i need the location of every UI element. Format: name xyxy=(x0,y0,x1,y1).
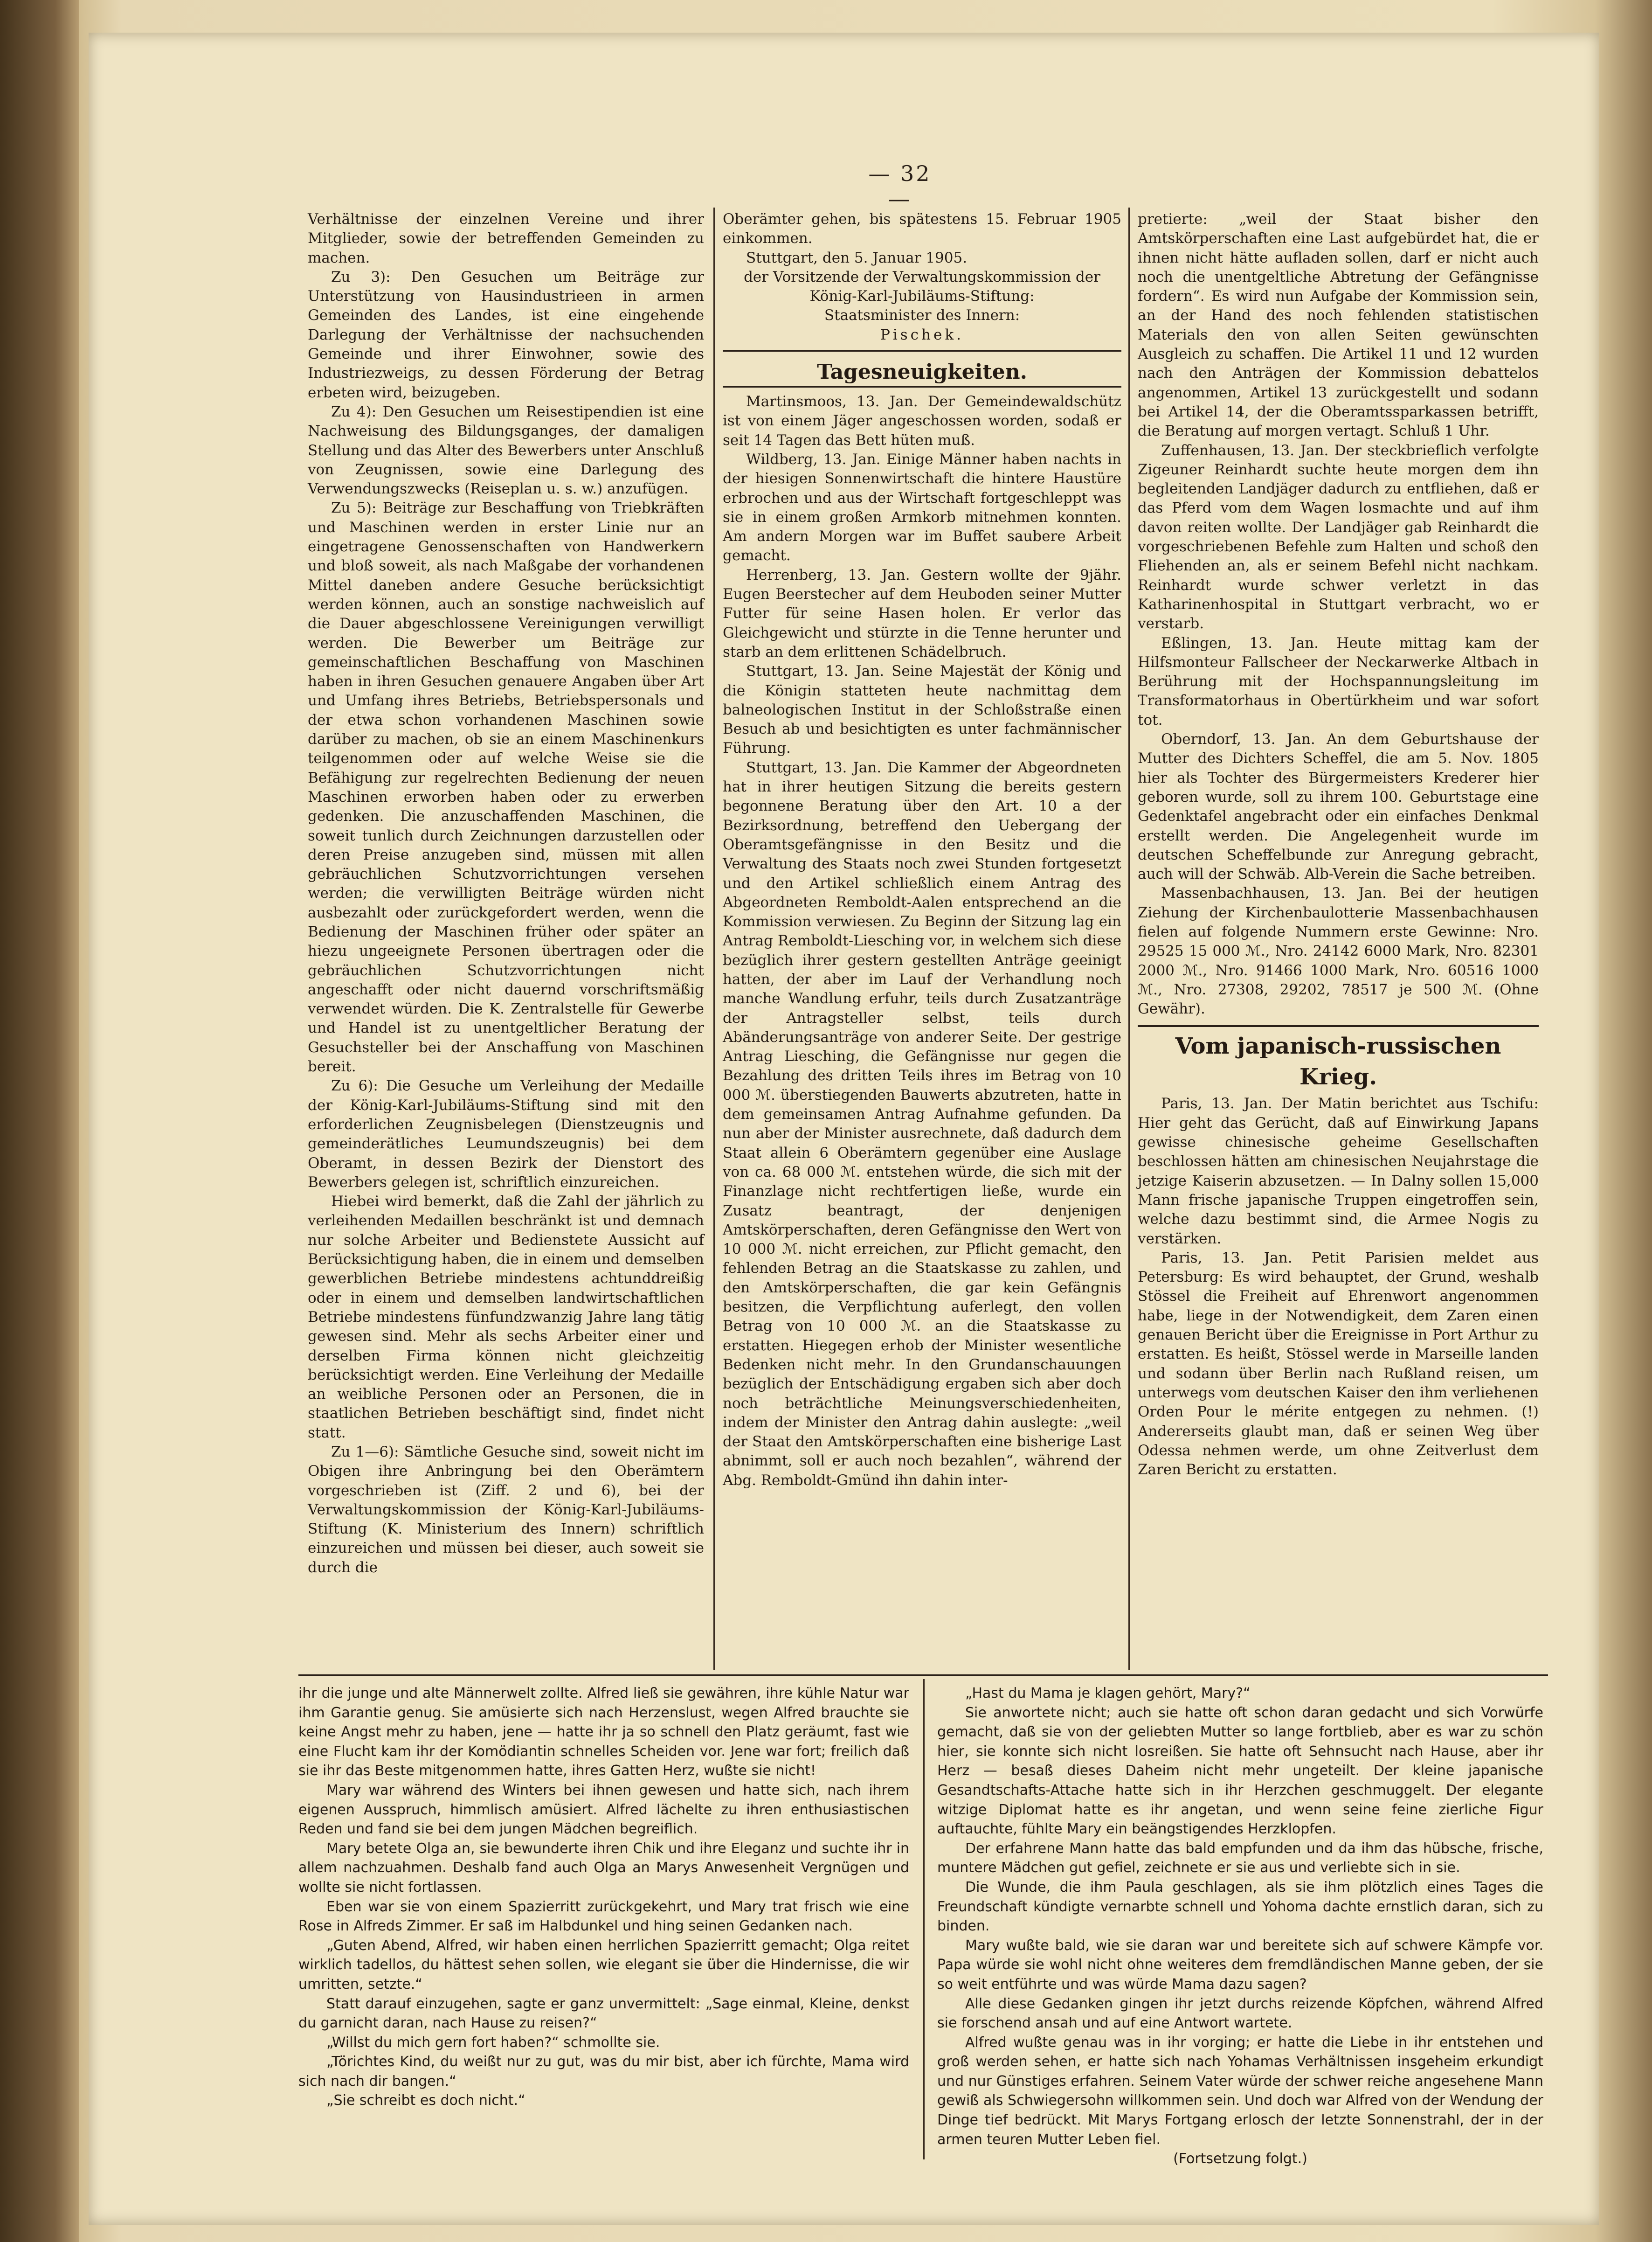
serial-paragraph: Sie anwortete nicht; auch sie hatte oft schon daran gedacht und sich Vorwürfe gemacht, daß sie von der geliebten Mutter so lange fortblieb, aber es war zu schön hier, sie konnte sich nicht losreißen. Sie hatte oft Sehnsucht nach Hause, aber ihr Herz — besaß dieses Daheim nicht mehr ungeteilt. Der kleine japanische Gesandtschafts-Attache hatte sich in ihr Herzchen geschmuggelt. Der elegante witzige Diplomat hatte es ihr angetan, und wenn seine feine zierliche Figur auftauchte, fühlte Mary ein beängstigendes Herzklopfen. xyxy=(937,1704,1543,1838)
section-heading-news: Tagesneuigkeiten. xyxy=(723,358,1121,388)
serial-paragraph: Alfred wußte genau was in ihr vorging; er hatte die Liebe in ihr entstehen und groß werden sehen, er hatte sich nach Yohamas Verhältnissen insgeheim erkundigt und nur Günstiges erfahren. Seinem Vater würde der schwer reiche angesehene Mann gewiß als Schwiegersohn willkommen sein. Und doch war Alfred von der Wendung der Dinge tief bedrückt. Mit Marys Fortgang erlosch der letzte Sonnenstrahl, der in der armen teuren Mutter Leben fiel. xyxy=(937,2034,1543,2148)
column-rule xyxy=(1128,208,1130,1670)
signature-line: Staatsminister des Innern: xyxy=(824,307,1020,324)
serial-paragraph: „Törichtes Kind, du weißt nur zu gut, was du mir bist, aber ich fürchte, Mama wird sich nach dir bangen.“ xyxy=(298,2054,909,2089)
serial-paragraph: Mary wußte bald, wie sie daran war und bereitete sich auf schwere Kämpfe vor. Papa würde sie wohl nicht ohne weiteres dem fremdländischen Manne geben, der sie so weit entführte und was würde Mama dazu sagen? xyxy=(937,1937,1543,1992)
news-item: Paris, 13. Jan. Petit Parisien meldet aus Petersburg: Es wird behauptet, der Grund, weshalb Stössel die Freiheit auf Ehrenwort angenommen habe, liege in der Notwendigkeit, dem Zaren einen genauen Bericht über die Ereignisse in Port Arthur zu erstatten. Es heißt, Stössel werde in Marseille landen und sodann über Berlin nach Rußland reisen, um unterwegs vom deutschen Kaiser den ihm verliehenen Orden Pour le mérite entgegen zu nehmen. (!) Andererseits glaubt man, daß er seinen Weg über Odessa nehmen werde, um ohne Zeitverlust dem Zaren Bericht zu erstatten. xyxy=(1138,1249,1539,1478)
serial-paragraph: „Guten Abend, Alfred, wir haben einen herrlichen Spazierritt gemacht; Olga reitet wirklich tadellos, du hättest sehen sollen, wie elegant sie über die Hindernisse, die wir umritten, setzte.“ xyxy=(298,1937,909,1992)
serial-paragraph: Die Wunde, die ihm Paula geschlagen, als sie ihm plötzlich eines Tages die Freundschaft kündigte vernarbte schnell und Yohoma dachte ernstlich daran, sich zu binden. xyxy=(937,1879,1543,1935)
dateline: Stuttgart, den 5. Januar 1905. xyxy=(746,249,968,266)
paragraph: Zu 1—6): Sämtliche Gesuche sind, soweit nicht im Obigen ihre Anbringung bei den Oberämtern vorgeschrieben ist (Ziff. 2 und 6), bei der Verwaltungskommission der König-Karl-Jubiläums-Stiftung (K. Ministerium des Innern) schriftlich einzureichen und müssen bei dieser, auch soweit sie durch die xyxy=(308,1444,704,1576)
news-item: Eßlingen, 13. Jan. Heute mittag kam der Hilfsmonteur Fallscheer der Neckarwerke Altbach in Berührung mit der Hochspannungsleitung im Transformatorhaus in Obertürkheim und war sofort tot. xyxy=(1138,634,1539,729)
serial-paragraph: Mary betete Olga an, sie bewunderte ihren Chik und ihre Eleganz und suchte ihr in allem nachzuahmen. Deshalb fand auch Olga an Marys Anwesenheit Vergnügen und wollte sie nicht fortlassen. xyxy=(298,1840,909,1895)
paragraph: Zu 4): Den Gesuchen um Reisestipendien ist eine Nachweisung des Bildungsganges, der damaligen Stellung und das Alter des Bewerbers unter Anschluß von Zeugnissen, sowie eine Darlegung des Verwendungszwecks (Reiseplan u. s. w.) anzufügen. xyxy=(308,403,704,498)
feuilleton-rule xyxy=(298,1674,1548,1676)
serial-paragraph: Der erfahrene Mann hatte das bald empfunden und da ihm das hübsche, frische, muntere Mädchen gut gefiel, zeichnete er sie aus und verliebte sich in sie. xyxy=(937,1840,1543,1876)
serial-paragraph: ihr die junge und alte Männerwelt zollte. Alfred ließ sie gewähren, ihre kühle Natur war ihm Garantie genug. Sie amüsierte sich nach Herzenslust, wegen Alfred brauchte sie keine Angst mehr zu haben, jene — hatte ihr ja so schnell den Platz geräumt, fast wie eine Flucht kam ihr der Komödiantin schnelles Scheiden vor. Jene war fort; freilich daß sie ihr das Beste mitgenommen hatte, ihres Gatten Herz, wußte sie nicht! xyxy=(298,1685,909,1779)
news-item: Oberndorf, 13. Jan. An dem Geburtshause der Mutter des Dichters Scheffel, die am 5. Nov. 1805 hier als Tochter des Bürgermeisters Krederer hier geboren wurde, soll zu ihrem 100. Geburtstage eine Gedenktafel angebracht oder ein einfaches Denkmal erstellt werden. Die Angelegenheit wurde im deutschen Scheffelbunde zur Anregung gebracht, auch will der Schwäb. Alb-Verein die Sache betreiben. xyxy=(1138,731,1539,883)
paragraph: Verhältnisse der einzelnen Vereine und ihrer Mitglieder, sowie der betreffenden Gemeinden zu machen. xyxy=(308,211,704,266)
serial-story-left xyxy=(298,1684,909,2155)
column-3 xyxy=(1138,210,1539,1665)
news-item: Stuttgart, 13. Jan. Seine Majestät der König und die Königin statteten heute nachmittag dem balneologischen Institut in der Schloßstraße einen Besuch ab und besichtigten es unter fachmännischer Führung. xyxy=(723,663,1121,757)
news-item: Herrenberg, 13. Jan. Gestern wollte der 9jähr. Eugen Beerstecher auf dem Heuboden seiner Mutter Futter für seine Hasen holen. Er verlor das Gleichgewicht und stürzte in die Tenne herunter und starb an dem erlittenen Schädelbruch. xyxy=(723,566,1121,660)
serial-paragraph: „Sie schreibt es doch nicht.“ xyxy=(326,2092,525,2109)
paragraph: Zu 3): Den Gesuchen um Beiträge zur Unterstützung von Hausindustrieen in armen Gemeinden des Landes, ist eine eingehende Darlegung der Verhältnisse der nachsuchenden Gemeinde und ihrer Einwohner, sowie des Industriezweigs, zu dessen Förderung der Betrag erbeten wird, beizugeben. xyxy=(308,268,704,401)
book-spine xyxy=(0,0,79,2242)
serial-paragraph: Alle diese Gedanken gingen ihr jetzt durchs reizende Köpfchen, während Alfred sie forschend ansah und auf eine Antwort wartete. xyxy=(937,1995,1543,2032)
page-number: — 32 — xyxy=(868,161,932,211)
column-rule xyxy=(713,208,715,1670)
serial-paragraph: Eben war sie von einem Spazierritt zurückgekehrt, und Mary trat frisch wie eine Rose in Alfreds Zimmer. Er saß im Halbdunkel und hing seinen Gedanken nach. xyxy=(298,1898,909,1935)
paragraph: Zu 6): Die Gesuche um Verleihung der Medaille der König-Karl-Jubiläums-Stiftung sind mit den erforderlichen Zeugnisbelegen (Dienstzeugnis und gemeinderätliches Leumundszeugnis) bei dem Oberamt, in dessen Bezirk der Dienstort des Bewerbers gelegen ist, schriftlich einzureichen. xyxy=(308,1077,704,1191)
feuilleton-column-rule xyxy=(923,1679,925,2159)
news-item: Martinsmoos, 13. Jan. Der Gemeindewaldschütz ist von einem Jäger angeschossen worden, sodaß er seit 14 Tagen das Bett hüten muß. xyxy=(723,393,1121,449)
news-item: Paris, 13. Jan. Der Matin berichtet aus Tschifu: Hier geht das Gerücht, daß auf Einwirkung Japans gewisse chinesische geheime Gesellschaften beschlossen hätten am chinesischen Neujahrstage die jetzige Kaiserin abzusetzen. — In Dalny sollen 15,000 Mann frische japanische Truppen eingetroffen sein, welche dazu bestimmt sind, die Armee Nogis zu verstärken. xyxy=(1138,1095,1539,1247)
serial-story-right xyxy=(937,1684,1543,2167)
paragraph: pretierte: „weil der Staat bisher den Amtskörperschaften eine Last aufgebürdet hat, die er ihnen nicht hätte aufladen sollen, darf er nicht auch noch die unentgeltliche Abtretung der Gefängnisse fordern“. Es wird nun Aufgabe der Kommission sein, an der Hand des noch fehlenden statistischen Materials den von allen Seiten gewünschten Ausgleich zu schaffen. Die Artikel 11 und 12 wurden nach den Anträgen der Kommission debattelos angenommen, Artikel 13 zurückgestellt und sodann bei Artikel 14, der die Oberamtssparkassen betrifft, die Beratung auf morgen vertagt. Schluß 1 Uhr. xyxy=(1138,211,1539,440)
news-item: Massenbachhausen, 13. Jan. Bei der heutigen Ziehung der Kirchenbaulotterie Massenbachhausen fielen auf folgende Nummern erste Gewinne: Nro. 29525 15 000 ℳ., Nro. 24142 6000 Mark, Nro. 82301 2000 ℳ., Nro. 91466 1000 Mark, Nro. 60516 1000 ℳ., Nro. 27308, 29202, 78517 je 500 ℳ. (Ohne Gewähr). xyxy=(1138,885,1539,1018)
continued-note: (Fortsetzung folgt.) xyxy=(1173,2151,1307,2167)
section-heading-war: Vom japanisch-russischen Krieg. xyxy=(1175,1033,1501,1090)
serial-paragraph: „Hast du Mama je klagen gehört, Mary?“ xyxy=(965,1685,1251,1701)
serial-paragraph: „Willst du mich gern fort haben?“ schmollte sie. xyxy=(326,2034,660,2051)
section-rule xyxy=(723,345,1121,352)
column-1 xyxy=(308,210,704,1665)
signature-line: der Vorsitzende der Verwaltungskommission der König-Karl-Jubiläums-Stiftung: xyxy=(744,268,1100,305)
news-item: Wildberg, 13. Jan. Einige Männer haben nachts in der hiesigen Sonnenwirtschaft die hintere Haustüre erbrochen und aus der Wirtschaft fortgeschleppt was sie in einem großen Armkorb mitnehmen konnten. Am andern Morgen war im Buffet saubere Arbeit gemacht. xyxy=(723,451,1121,564)
serial-paragraph: Statt darauf einzugehen, sagte er ganz unvermittelt: „Sage einmal, Kleine, denkst du garnicht daran, nach Hause zu reisen?“ xyxy=(298,1995,909,2032)
paragraph: Oberämter gehen, bis spätestens 15. Februar 1905 einkommen. xyxy=(723,211,1121,247)
paragraph: Hiebei wird bemerkt, daß die Zahl der jährlich zu verleihenden Medaillen beschränkt ist und demnach nur solche Arbeiter und Bedienstete Aussicht auf Berücksichtigung haben, die in einem und demselben gewerblichen Betriebe mindestens achtunddreißig oder in einem und demselben landwirtschaftlichen Betriebe mindestens fünfundzwanzig Jahre lang tätig gewesen sind. Mehr als sechs Arbeiter einer und derselben Firma können nicht gleichzeitig berücksichtigt werden. Eine Verleihung der Medaille an weibliche Personen oder an Personen, die in staatlichen Betrieben beschäftigt sind, findet nicht statt. xyxy=(308,1193,704,1441)
signature-name: Pischek. xyxy=(880,326,964,343)
column-2 xyxy=(723,210,1121,1665)
news-item: Stuttgart, 13. Jan. Die Kammer der Abgeordneten hat in ihrer heutigen Sitzung die bereits gestern begonnene Beratung über den Art. 10 a der Bezirksordnung, betreffend den Uebergang der Oberamtsgefängnisse in den Besitz und die Verwaltung des Staats noch zwei Stunden fortgesetzt und den Artikel schließlich einem Antrag des Abgeordneten Remboldt-Aalen entsprechend an die Kommission verwiesen. Zu Beginn der Sitzung lag ein Antrag Remboldt-Liesching vor, in welchem sich diese bezüglich ihrer gestern gestellten Anträge geeinigt hatten, der aber im Lauf der Verhandlung noch manche Wandlung erfuhr, teils durch Zusatzanträge der Antragsteller selbst, teils durch Abänderungsanträge von anderer Seite. Der gestrige Antrag Liesching, die Gefängnisse nur gegen die Bezahlung des dritten Teils ihres im Betrag von 10 000 ℳ. überstiegenden Bauwerts abzutreten, hatte in dem gemeinsamen Antrag Aufnahme gefunden. Da nun aber der Minister ausrechnete, daß dadurch dem Staat allein 6 Oberämtern gegenüber eine Auslage von ca. 68 000 ℳ. entstehen würde, die sich mit der Finanzlage nicht rechtfertigen ließe, wurde ein Zusatz beantragt, der denjenigen Amtskörperschaften, deren Gefängnisse den Wert von 10 000 ℳ. nicht erreichen, zur Pflicht gemacht, den fehlenden Betrag an die Staatskasse zu zahlen, und den Amtskörperschaften, die gar kein Gefängnis besitzen, die Verpflichtung auferlegt, den vollen Betrag von 10 000 ℳ. an die Staatskasse zu erstatten. Hiegegen erhob der Minister wesentliche Bedenken nicht mehr. In den Grundanschauungen bezüglich der Entschädigung ergaben sich aber doch noch beträchtliche Meinungsverschiedenheiten, indem der Minister den Antrag dahin auslegte: „weil der Staat den Amtskörperschaften eine bisherige Last abnimmt, soll er auch noch bezahlen“, während der Abg. Remboldt-Gmünd ihn dahin inter- xyxy=(723,759,1121,1489)
news-item: Zuffenhausen, 13. Jan. Der steckbrieflich verfolgte Zigeuner Reinhardt suchte heute morgen dem ihn begleitenden Landjäger dadurch zu entfliehen, daß er das Pferd vom dem Wagen losmachte und auf ihm davon reiten wollte. Der Landjäger gab Reinhardt die vorgeschriebenen Befehle zum Halten und schoß den Fliehenden an, als er seinem Befehl nicht nachkam. Reinhardt wurde schwer verletzt in das Katharinenhospital in Stuttgart verbracht, wo er verstarb. xyxy=(1138,442,1539,632)
section-rule xyxy=(1138,1020,1539,1027)
paragraph: Zu 5): Beiträge zur Beschaffung von Triebkräften und Maschinen werden in erster Linie nur an eingetragene Genossenschaften von Handwerkern und bloß soweit, als nach Maßgabe der vorhandenen Mittel daneben andere Gesuche berücksichtigt werden können, auch an sonstige nachweislich auf die Dauer abgeschlossene Vereinigungen verwilligt werden. Die Bewerber um Beiträge zur gemeinschaftlichen Beschaffung von Maschinen haben in ihren Gesuchen genauere Angaben über Art und Umfang ihres Betriebs, Betriebspersonals und der etwa schon vorhandenen Maschinen sowie darüber zu machen, ob sie an einem Maschinenkurs teilgenommen oder auf welche Weise sie die Befähigung zur regelrechten Bedienung der neuen Maschinen erworben haben oder zu erwerben gedenken. Die anzuschaffenden Maschinen, die soweit tunlich durch Zeichnungen darzustellen oder deren Preise anzugeben sind, müssen mit allen gebräuchlichen Schutzvorrichtungen versehen werden; die verwilligten Beiträge würden nicht ausbezahlt oder zurückgefordert werden, wenn die Bedienung der Maschinen früher oder später an hiezu ungeeignete Personen übertragen oder die gebräuchlichen Schutzvorrichtungen nicht angeschafft oder nicht dauernd vorschriftsmäßig verwendet würden. Die K. Zentralstelle für Gewerbe und Handel ist zu unentgeltlicher Beratung der Gesuchsteller bei der Anschaffung von Maschinen bereit. xyxy=(308,500,704,1076)
serial-paragraph: Mary war während des Winters bei ihnen gewesen und hatte sich, nach ihrem eigenen Ausspruch, himmlisch amüsiert. Alfred lächelte zu ihren enthusiastischen Reden und fand sie bei dem jungen Mädchen begreiflich. xyxy=(298,1782,909,1838)
